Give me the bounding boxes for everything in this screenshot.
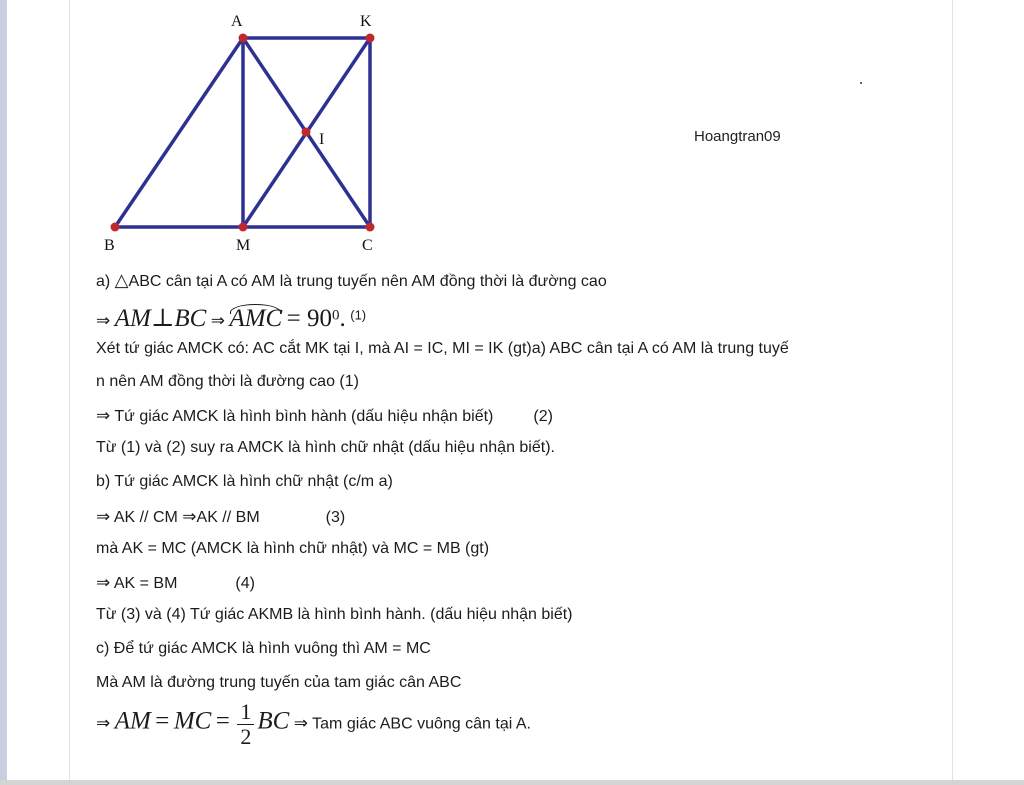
point-C: [366, 223, 375, 232]
point-K: [366, 34, 375, 43]
point-B: [111, 223, 120, 232]
segment-AB: [115, 38, 243, 227]
label-M: M: [236, 237, 251, 254]
solution-line-8: ⇒ AK // CM ⇒AK // BM (3): [96, 507, 346, 527]
label-A: A: [231, 13, 243, 30]
solution-line-11: Từ (3) và (4) Tứ giác AKMB là hình bình hành. (dấu hiệu nhận biết): [96, 606, 573, 623]
left-border: [0, 0, 7, 785]
solution-line-3: Xét tứ giác AMCK có: AC cắt MK tại I, mà AI = IC, MI = IK (gt)a) ABC cân tại A có AM là trung tuyế: [96, 340, 789, 357]
label-C: C: [362, 237, 373, 254]
bottom-scroll-edge: [0, 780, 1024, 785]
page-edge-right: [952, 0, 953, 785]
solution-line-1: a) △ABC cân tại A có AM là trung tuyến nên AM đồng thời là đường cao: [96, 270, 607, 290]
solution-line-13: Mà AM là đường trung tuyến của tam giác cân ABC: [96, 674, 462, 691]
solution-line-4: n nên AM đồng thời là đường cao (1): [96, 373, 359, 390]
triangle-symbol: △: [114, 270, 129, 290]
solution-line-2-formula: ⇒ AM⊥BC ⇒ AMC = 900. $^{(1)}$: [96, 305, 367, 332]
solution-line-7: b) Tứ giác AMCK là hình chữ nhật (c/m a): [96, 473, 393, 490]
implies-icon: ⇒: [182, 507, 197, 527]
solution-line-9: mà AK = MC (AMCK là hình chữ nhật) và MC = MB (gt): [96, 540, 490, 557]
solution-line-10: ⇒ AK = BM (4): [96, 573, 255, 593]
point-M: [239, 223, 248, 232]
label-B: B: [104, 237, 115, 254]
implies-icon: ⇒: [96, 406, 111, 426]
page-edge-left: [69, 0, 70, 785]
fraction-one-half: $\frac{1}{2}$: [237, 700, 254, 749]
solution-line-12: c) Để tứ giác AMCK là hình vuông thì AM = MC: [96, 640, 431, 657]
implies-icon: ⇒: [293, 713, 308, 734]
angle-AMC: AMC: [229, 305, 283, 332]
solution-line-14-formula: ⇒ AM = MC = $\frac{1}{2}$ BC ⇒ Tam giác ABC vuông cân tại A.: [96, 699, 531, 749]
solution-line-6: Từ (1) và (2) suy ra AMCK là hình chữ nhật (dấu hiệu nhận biết).: [96, 439, 555, 456]
point-A: [239, 34, 248, 43]
geometry-figure: [90, 5, 400, 260]
label-I: I: [319, 131, 325, 148]
point-I: [302, 128, 311, 137]
implies-icon: ⇒: [96, 507, 111, 527]
label-K: K: [360, 13, 372, 30]
author-name: Hoangtran09: [694, 128, 781, 145]
implies-icon: ⇒: [210, 311, 225, 331]
stray-dot: [860, 82, 862, 84]
solution-line-5: ⇒ Tứ giác AMCK là hình bình hành (dấu hiệu nhận biết) (2): [96, 406, 553, 426]
implies-icon: ⇒: [96, 573, 111, 593]
implies-icon: ⇒: [96, 311, 111, 331]
implies-icon: ⇒: [96, 713, 111, 734]
